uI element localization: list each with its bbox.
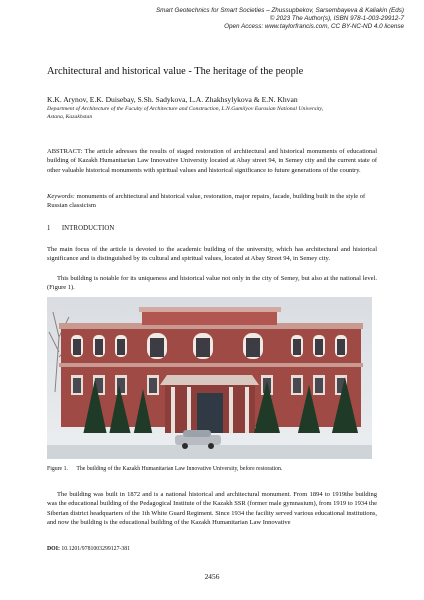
paper-title: Architectural and historical value - The heritage of the people (47, 66, 304, 77)
running-header (74, 7, 404, 31)
keywords (47, 192, 377, 211)
affiliation: Department of Architecture of the Faculty of Architecture and Construction, L.N.Gumilyov Eurasian National University, Astana, Kazakhstan (47, 106, 324, 121)
keywords-label: Keywords: (47, 193, 75, 200)
section-title: INTRODUCTION (61, 225, 115, 232)
header-line-3: Open Access: www.taylorfrancis.com, CC BY-NC-ND 4.0 license (224, 23, 404, 30)
author-list: K.K. Arynov, E.K. Duisebay, S.Sh. Sadykova, L.A. Zhakhsylykova & E.N. Khvan (47, 95, 298, 104)
paragraph-2: This building is notable for its uniqueness and historical value not only in the city of Semey, but also at the national level. (Figure 1). (47, 275, 377, 292)
abstract: ABSTRACT: The article adresses the results of staged restoration of architectural and historical monuments of educational building of Kazakh Humanitarian Law Innovative University located at Abay street 94, in Semey city and the current state of other valuable historical monuments with spiritual values and historical significance to future generations of the country. (47, 148, 377, 174)
figure-caption (47, 466, 377, 472)
paragraph-1: The main focus of the article is devoted to the academic building of the university, which has architectural and historical significance and is distinguished by its cultural and spiritual values, located at Abay Street 94, in Semey city. (47, 246, 377, 263)
section-heading (47, 225, 377, 232)
header-line-1: Smart Geotechnics for Smart Societies – Zhussupbekov, Sarsembayeva & Kaliakin (Eds) (155, 7, 404, 14)
page-number: 2456 (204, 572, 220, 581)
keywords-text: monuments of architectural and historical value, restoration, major repairs, facade, building built in the style of Russian classicism (47, 193, 366, 210)
figure-1-photo (47, 297, 372, 459)
doi-value: 10.1201/9781003299127-381 (61, 546, 131, 552)
header-line-2: © 2023 The Author(s), ISBN 978-1-003-29912-7 (269, 15, 404, 22)
section-number: 1 (47, 225, 51, 232)
building-photo (47, 297, 372, 459)
doi-label: DOI: (47, 546, 60, 552)
doi-line (47, 546, 130, 552)
figure-label: Figure 1. (47, 466, 68, 472)
paragraph-3: The building was built in 1872 and is a national historical and architectural monument. From 1894 to 1919the building was the educational building of the Pedagogical Institute of the Kazakh SSR (former male gymnasium), from 1919 to 1934 the Siberian district headquarters of the 1th White Guard Regiment. Since 1934 the facility served various educational institutions, and now the building is the educational building of the Kazakh Humanitarian Law Innovative (47, 491, 377, 526)
figure-caption-text: The building of the Kazakh Humanitarian Law Innovative University, before restoration. (76, 466, 283, 472)
